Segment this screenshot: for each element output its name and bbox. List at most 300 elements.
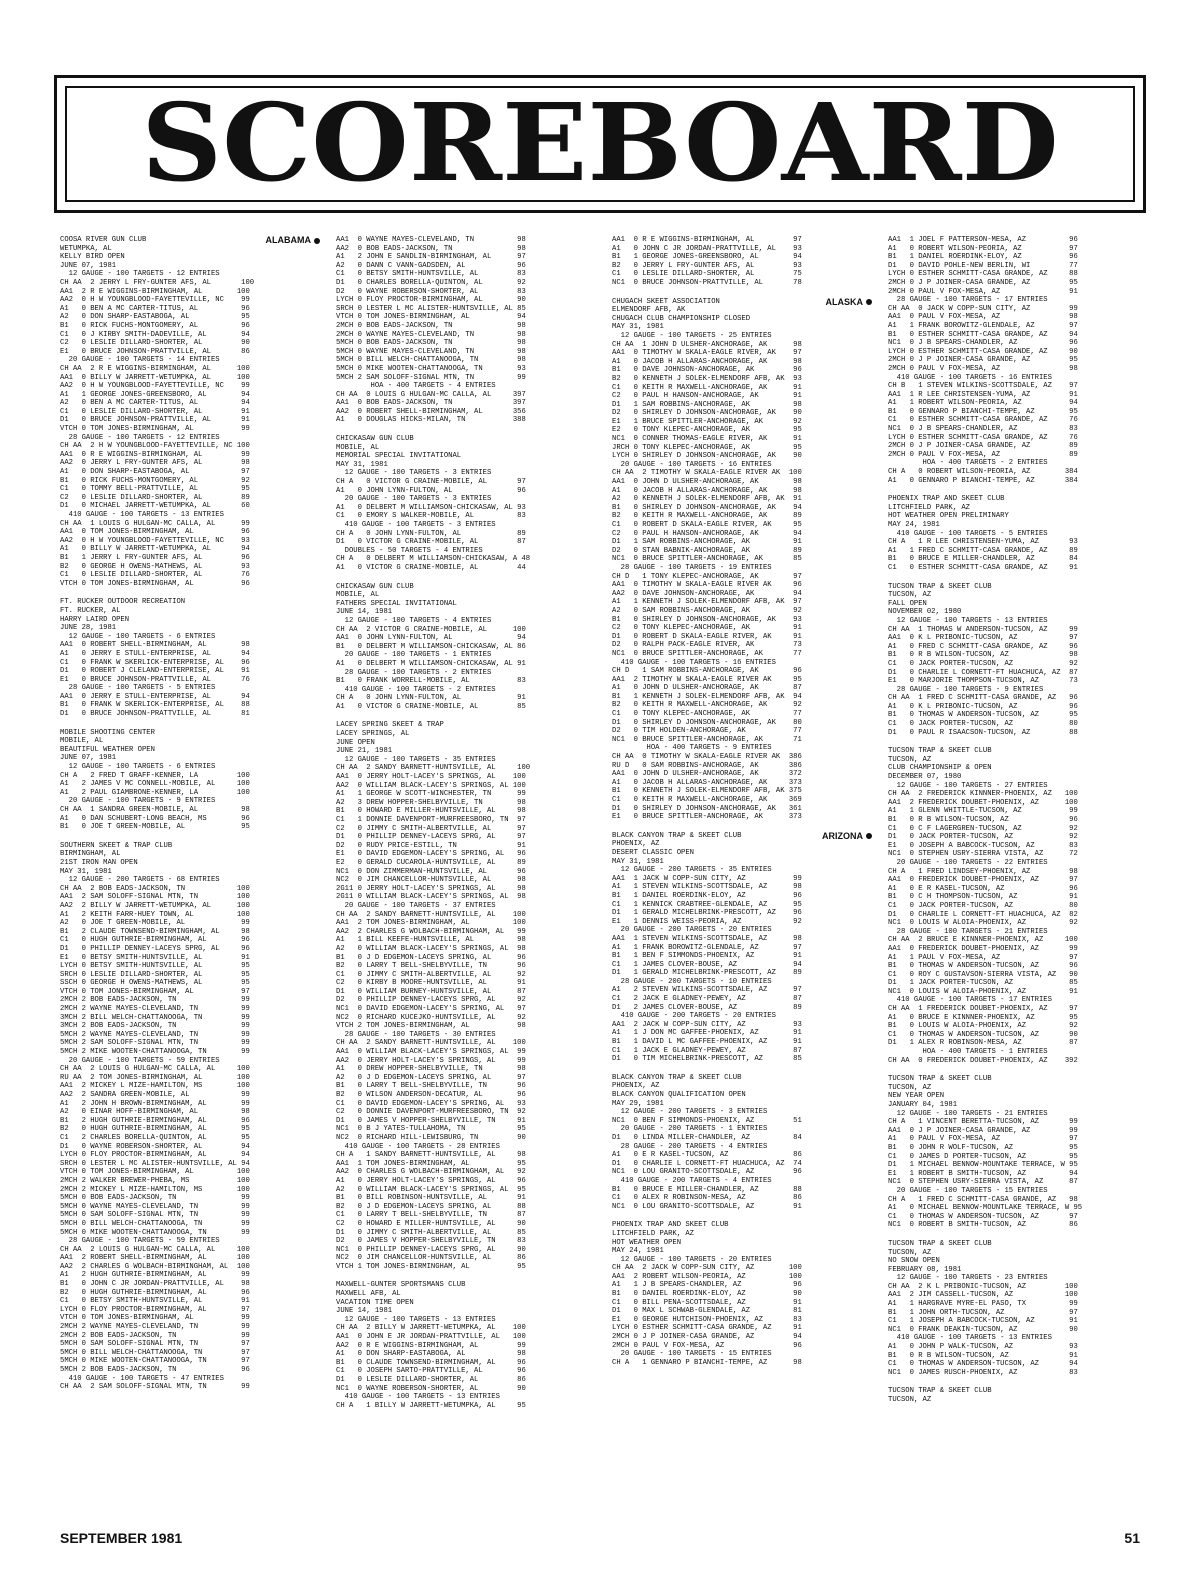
score-line: D1 0 MAX L SCHWAB-GLENDALE, AZ 81 <box>612 1307 802 1316</box>
score-line: AA1 0 FREDERICK DOUBET-PHOENIX, AZ 97 <box>888 876 1078 885</box>
club-event-block <box>612 1074 872 1212</box>
score-line: NC1 0 B J YATES-TULLAHOMA, TN 95 <box>336 1125 526 1134</box>
score-line: MAXWELL-GUNTER SPORTSMANS CLUB <box>336 1281 466 1290</box>
score-line: C1 0 HUGH GUTHRIE-BIRMINGHAM, AL 96 <box>60 936 250 945</box>
score-line: A2 0 EINAR HOFF-BIRMINGHAM, AL 98 <box>60 1108 250 1117</box>
score-line: D1 0 BRUCE JOHNSON-PRATTVILLE, AL 81 <box>60 710 250 719</box>
score-line: A1 0 DAN SCHUBERT-LONG BEACH, MS 96 <box>60 814 250 823</box>
score-line: 2MCH 0 J P JOINER-CASA GRANDE, AZ 95 <box>888 356 1078 365</box>
score-line: LYCH 0 FLOY PROCTOR-BIRMINGHAM, AL 94 <box>60 1151 250 1160</box>
score-line: 410 GAUGE - 100 TARGETS - 5 ENTRIES <box>888 529 1048 538</box>
score-line: CH AA 1 LOUIS G HULGAN-MC CALLA, AL 99 <box>60 519 250 528</box>
score-line: CH AA 0 TIMOTHY W SKALA-EAGLE RIVER AK 386 <box>612 753 802 762</box>
score-line: B1 0 FRANK W SKERLICK-ENTERPRISE, AL 88 <box>60 701 250 710</box>
score-line: AA2 0 H W YOUNGBLOOD-FAYETTEVILLE, NC 99 <box>60 382 250 391</box>
score-line: PHOENIX TRAP AND SKEET CLUB <box>612 1221 729 1230</box>
score-line: D1 0 PHILLIP DENNEY-LACEYS SPRG, AL 96 <box>60 944 250 953</box>
score-line: B2 0 GEORGE H OWENS-MATHEWS, AL 93 <box>60 562 250 571</box>
score-line: AA2 2 SANDRA GREEN-MOBILE, AL 99 <box>60 1091 250 1099</box>
score-line: LYCH 0 ESTHER SCHMITT-CASA GRANDE, AZ 90 <box>888 347 1078 356</box>
score-line: B1 0 DAVE JOHNSON-ANCHORAGE, AK 96 <box>612 366 802 375</box>
score-line: CH AA 1 THOMAS W ANDERSON-TUCSON, AZ 99 <box>888 625 1078 634</box>
score-line: A1 1 GEORGE W SCOTT-WINCHESTER, TN 99 <box>336 790 526 799</box>
page-title: SCOREBOARD <box>141 81 1059 206</box>
score-line: 20 GAUGE - 100 TARGETS - 9 ENTRIES <box>60 797 216 806</box>
score-line: D1 0 SHIRLEY D JOHNSON-ANCHORAGE, AK 361 <box>612 804 802 813</box>
score-line: 2MCH 0 J P JOINER-CASA GRANDE, AZ 95 <box>888 278 1078 287</box>
score-line: A1 0 JACOB H ALLARAS-ANCHORAGE, AK 98 <box>612 486 802 495</box>
score-line: 2MCH 2 MICKEY L MIZE-HAMILTON, MS 100 <box>60 1185 250 1194</box>
score-line: NC1 0 WAYNE ROBERSON-SHORTER, AL 90 <box>336 1384 526 1393</box>
score-line: C2 0 PAUL H HANSON-ANCHORAGE, AK 91 <box>612 392 802 401</box>
score-line: LITCHFIELD PARK, AZ <box>888 503 970 512</box>
score-line: B1 0 SHIRLEY D JOHNSON-ANCHORAGE, AK 94 <box>612 503 802 512</box>
score-line: B1 0 BRUCE E MILLER-CHANDLER, AZ 88 <box>612 1185 802 1194</box>
score-line: AA1 0 JOHN E JR JORDAN-PRATTVILLE, AL 100 <box>336 1333 526 1342</box>
score-line: JUNE 07, 1981 <box>60 261 117 270</box>
score-line: C1 0 KEITH R MAXWELL-ANCHORAGE, AK 369 <box>612 796 802 804</box>
score-line: AA1 0 JERRY HOLT-LACEY'S SPRINGS, AL 100 <box>336 773 526 782</box>
score-line: B1 1 DAVID L MC GAFFEE-PHOENIX, AZ 91 <box>612 1038 802 1047</box>
club-name-row <box>60 236 320 245</box>
score-line: B2 0 HUGH GUTHRIE-BIRMINGHAM, AL 96 <box>60 1288 250 1297</box>
score-line: B1 1 JOHN ORTH-TUCSON, AZ 97 <box>888 1308 1078 1317</box>
score-line: A1 1 J B SPEARS-CHANDLER, AZ 96 <box>612 1281 802 1290</box>
score-line: C1 2 CHARLES BORELLA-QUINTON, AL 95 <box>60 1133 250 1142</box>
score-line: AA1 2 ROBERT SHELL-BIRMINGHAM, AL 100 <box>60 1254 250 1263</box>
score-line: LYCH 0 ESTHER SCHMITT-CASA GRANDE, AZ 91 <box>612 1324 802 1333</box>
score-line: CH AA 2 R E WIGGINS-BIRMINGHAM, AL 100 <box>60 364 250 373</box>
score-line: D1 1 JACK PORTER-TUCSON, AZ 85 <box>888 979 1078 988</box>
score-line: 20 GAUGE - 200 TARGETS - 20 ENTRIES <box>612 926 772 935</box>
score-line: BLACK CANYON QUALIFICATION OPEN <box>612 1091 746 1099</box>
score-line: AA1 2 JACK W COPP-SUN CITY, AZ 93 <box>612 1020 802 1029</box>
score-line: 12 GAUGE - 100 TARGETS - 27 ENTRIES <box>888 781 1048 790</box>
score-line: B1 0 R B WILSON-TUCSON, AZ 91 <box>888 1351 1078 1360</box>
score-line: CH A 1 VINCENT BERETTA-TUCSON, AZ 99 <box>888 1118 1078 1127</box>
score-line: MAY 31, 1981 <box>336 460 388 469</box>
scoreboard-banner <box>54 75 1146 213</box>
score-line: 12 GAUGE - 100 TARGETS - 13 ENTRIES <box>888 616 1048 625</box>
score-line: C1 0 JACK PORTER-TUCSON, AZ 80 <box>888 901 1078 910</box>
score-line: SSCH 0 GEORGE H OWENS-MATHEWS, AL 95 <box>60 979 250 988</box>
score-line: D2 0 JAMES V HOPPER-SHELBYVILLE, TN 83 <box>336 1237 526 1246</box>
score-line: 5MCH 0 BILL WELCH-CHATTANOOGA, TN 98 <box>336 356 526 365</box>
score-line: 28 GAUGE - 100 TARGETS - 19 ENTRIES <box>612 563 772 572</box>
score-line: LYCH 0 FLOY PROCTOR-BIRMINGHAM, AL 97 <box>60 1305 250 1314</box>
score-line: CH A 1 SANDY BARNETT-HUNTSVILLE, AL 98 <box>336 1151 526 1160</box>
score-line: BIRMINGHAM, AL <box>60 850 121 859</box>
club-name-row <box>612 298 872 307</box>
score-line: A1 1 KENNETH J SOLEK-ELMENDORF AFB, AK 97 <box>612 598 802 607</box>
score-line: MOBILE SHOOTING CENTER <box>60 728 155 737</box>
score-line: AA1 0 JOHN D ULSHER-ANCHORAGE, AK 372 <box>612 770 802 779</box>
score-line: 20 GAUGE - 100 TARGETS - 1 ENTRIES <box>336 651 492 660</box>
score-line: D1 1 GERALD MICHELBRINK-PRESCOTT, AZ 89 <box>612 969 802 978</box>
score-line: NC1 0 CONNER THOMAS-EAGLE RIVER, AK 91 <box>612 435 802 444</box>
score-line: NC1 0 LOU GRANITO-SCOTTSDALE, AZ 96 <box>612 1168 802 1177</box>
score-line: 28 GAUGE - 100 TARGETS - 17 ENTRIES <box>888 296 1048 305</box>
score-line: NC1 0 LOUIS W ALOIA-PHOENIX, AZ 92 <box>888 919 1078 928</box>
score-line: C1 0 BETSY SMITH-HUNTSVILLE, AL 83 <box>336 270 526 279</box>
score-line: B2 0 KEITH R MAXWELL-ANCHORAGE, AK 92 <box>612 701 802 710</box>
score-line: TUCSON, AZ <box>888 591 932 600</box>
score-line: B1 0 DANIEL ROERDINK-ELOY, AZ 90 <box>612 1290 802 1299</box>
score-line: AA2 2 CHARLES G WOLBACH-BIRMINGHAM, AL 100 <box>60 1262 250 1271</box>
score-line: AA1 1 JOEL F PATTERSON-MESA, AZ 96 <box>888 236 1078 244</box>
score-line: A2 0 JOE T GREEN-MOBILE, AL 99 <box>60 919 250 928</box>
score-line: D1 0 JIMMY C SMITH-ALBERTVILLE, AL 85 <box>336 1228 526 1237</box>
score-line: CHICKASAW GUN CLUB <box>336 582 414 591</box>
score-line: A2 0 SAM ROBBINS-ANCHORAGE, AK 92 <box>612 606 802 615</box>
score-line: D1 1 GERALD MICHELBRINK-PRESCOTT, AZ 96 <box>612 909 802 918</box>
score-line: C1 0 BETSY SMITH-HUNTSVILLE, AL 91 <box>60 1297 250 1306</box>
score-line: HOT WEATHER OPEN PRELIMINARY <box>888 512 1009 521</box>
score-line: B1 0 DELBERT M WILLIAMSON-CHICKASAW, AL 86 <box>336 642 526 651</box>
score-line: C1 0 JIMMY C SMITH-ALBERTVILLE, AL 92 <box>336 970 526 979</box>
score-line: LYCH 0 BETSY SMITH-HUNTSVILLE, AL 95 <box>60 962 250 971</box>
score-line: 2MCH 2 BOB EADS-JACKSON, TN 99 <box>60 1331 250 1340</box>
score-line: 20 GAUGE - 100 TARGETS - 59 ENTRIES <box>60 1056 220 1065</box>
score-line: B1 0 FRANK WORRELL-MOBILE, AL 83 <box>336 677 526 686</box>
score-line: A1 0 JOHN P WALK-TUCSON, AZ 93 <box>888 1343 1078 1352</box>
score-line: MAXWELL AFB, AL <box>336 1290 401 1299</box>
score-line: 2MCH 0 PAUL V FOX-MESA, AZ 89 <box>888 450 1078 459</box>
score-line: 20 GAUGE - 100 TARGETS - 14 ENTRIES <box>60 356 220 365</box>
score-line: 12 GAUGE - 200 TARGETS - 3 ENTRIES <box>612 1108 768 1117</box>
score-line: 12 GAUGE - 200 TARGETS - 35 ENTRIES <box>612 866 772 875</box>
score-line: 12 GAUGE - 100 TARGETS - 25 ENTRIES <box>612 331 772 340</box>
score-line: AA2 0 BOB EADS-JACKSON, TN 98 <box>336 244 526 253</box>
score-line: D1 0 CHARLIE L CORNETT-FT HUACHUCA, AZ 82 <box>888 910 1078 919</box>
score-line: NC1 0 PHILLIP DENNEY-LACEYS SPRG, AL 90 <box>336 1245 526 1254</box>
score-line: TUCSON TRAP & SKEET CLUB <box>888 1387 992 1396</box>
score-line: C2 0 JIMMY C SMITH-ALBERTVILLE, AL 97 <box>336 824 526 833</box>
score-line: C1 1 JAMES CLOVER-BOUSE, AZ 94 <box>612 960 802 969</box>
score-line: BLACK CANYON TRAP & SKEET CLUB <box>612 1073 742 1082</box>
score-line: B1 1 DANIEL ROERDINK-ELOY, AZ 96 <box>888 253 1078 262</box>
score-line: MOBILE, AL <box>336 591 380 600</box>
score-line: B2 0 KENNETH J SOLEK-ELMENDORF AFB, AK 93 <box>612 374 802 383</box>
score-line: A1 0 VICTOR G CRAINE-MOBILE, AL 44 <box>336 563 526 572</box>
score-line: D2 0 RALPH PACK-EAGLE RIVER, AK 73 <box>612 641 802 650</box>
score-line: 410 GAUGE - 100 TARGETS - 3 ENTRIES <box>336 521 496 529</box>
score-line: D1 0 PAUL R ISAACSON-TUCSON, AZ 88 <box>888 728 1078 737</box>
score-line: DESERT CLASSIC OPEN <box>612 848 694 857</box>
score-line: A1 2 JOHN H BROWN-BIRMINGHAM, AL 99 <box>60 1099 250 1108</box>
score-line: 3MCH 2 BOB EADS-JACKSON, TN 99 <box>60 1022 250 1031</box>
score-line: B1 0 LOUIS W ALOIA-PHOENIX, AZ 92 <box>888 1022 1078 1031</box>
score-line: AA1 0 TIMOTHY W SKALA-EAGLE RIVER AK 96 <box>612 581 802 590</box>
score-line: 21ST IRON MAN OPEN <box>60 858 138 867</box>
score-line: NC1 0 DON ZIMMERMAN-HUNTSVILLE, AL 96 <box>336 867 526 876</box>
score-line: C1 0 TONY KLEPEC-ANCHORAGE, AK 77 <box>612 710 802 719</box>
score-line: C1 0 JAMES D PORTER-TUCSON, AZ 95 <box>888 1152 1078 1161</box>
score-line: C1 0 JOSEPH SARTO-PRATTVILLE, AL 96 <box>336 1367 526 1376</box>
score-line: B1 2 HUGH GUTHRIE-BIRMINGHAM, AL 96 <box>60 1116 250 1125</box>
score-line: FT. RUCKER OUTDOOR RECREATION <box>60 598 186 607</box>
score-line: CH AA 1 JOHN D ULSHER-ANCHORAGE, AK 98 <box>612 340 802 349</box>
score-line: CH AA 2 LOUIS G HULGAN-MC CALLA, AL 100 <box>60 1245 250 1254</box>
score-line: E1 0 MARJORIE THOMPSON-TUCSON, AZ 73 <box>888 677 1078 686</box>
score-line: LYCH 0 ESTHER SCHMITT-CASA GRANDE, AZ 76 <box>888 433 1078 442</box>
score-line: B2 0 JERRY L FRY-GUNTER AFS, AL 93 <box>612 261 802 270</box>
score-line: AA2 2 CHARLES G WOLBACH-BIRMINGHAM, AL 99 <box>336 927 526 936</box>
score-line: AA1 2 TOM JONES-BIRMINGHAM, AL 100 <box>336 919 526 928</box>
results-columns <box>60 236 1150 1486</box>
score-line: A1 0 GENNARO P BIANCHI-TEMPE, AZ 384 <box>888 476 1078 485</box>
score-line: DECEMBER 07, 1980 <box>888 773 962 782</box>
score-line: VTCH 0 TOM JONES-BIRMINGHAM, AL 99 <box>60 425 250 434</box>
score-line: B1 0 SHIRLEY D JOHNSON-ANCHORAGE, AK 93 <box>612 615 802 624</box>
score-line: AA1 0 FREDERICK DOUBET-PHOENIX, AZ 99 <box>888 944 1078 953</box>
score-line: D1 0 MICHAEL JARRETT-WETUMPKA, AL 60 <box>60 502 250 511</box>
score-line: MAY 31, 1981 <box>612 323 664 332</box>
bullet-dot-icon <box>866 299 872 305</box>
score-line: PHOENIX, AZ <box>612 1082 660 1091</box>
score-line: 410 GAUGE - 100 TARGETS - 16 ENTRIES <box>612 658 776 667</box>
score-line: CH AA 2 BILLY W JARRETT-WETUMPKA, AL 100 <box>336 1324 526 1333</box>
club-event-block <box>888 1387 1148 1404</box>
score-line: 20 GAUGE - 100 TARGETS - 16 ENTRIES <box>612 460 772 469</box>
score-line: D1 0 WILLIAM BURNEY-HUNTSVILLE, AL 87 <box>336 987 526 996</box>
score-line: CH A 1 FRED C SCHMITT-CASA GRANDE, AZ 98 <box>888 1195 1078 1204</box>
score-line: CH D 1 TONY KLEPEC-ANCHORAGE, AK 97 <box>612 572 802 581</box>
score-line: C2 0 LESLIE DILLARD-SHORTER, AL 89 <box>60 493 250 502</box>
score-line: AA1 0 BOB EADS-JACKSON, TN 397 <box>336 399 526 408</box>
score-line: A1 0 JACOB H ALLARAS-ANCHORAGE, AK 373 <box>612 778 802 787</box>
score-line: B2 0 J D EDGEMON-LACEYS SPRING, AL 88 <box>336 1202 526 1211</box>
score-line: E2 0 GERALD CUCAROLA-HUNTSVILLE, AL 89 <box>336 858 526 867</box>
score-line: MAY 29, 1981 <box>612 1099 664 1108</box>
score-line: VTCH 0 TOM JONES-BIRMINGHAM, AL 96 <box>60 579 250 588</box>
score-line: CH A 1 R LEE CHRISTENSEN-YUMA, AZ 93 <box>888 538 1078 547</box>
score-line: C1 1 KENNICK CRABTREE-GLENDALE, AZ 95 <box>612 900 802 909</box>
score-line: D1 0 CHARLIE L CORNETT-FT HUACHUCA, AZ 74 <box>612 1159 802 1168</box>
club-event-block <box>336 435 596 573</box>
score-line: 2MCH 0 WAYNE MAYES-CLEVELAND, TN 98 <box>336 330 526 339</box>
score-line: CH AA 2 JACK W COPP-SUN CITY, AZ 100 <box>612 1264 802 1273</box>
score-line: 28 GAUGE - 100 TARGETS - 30 ENTRIES <box>336 1030 496 1039</box>
score-line: AA1 0 R E WIGGINS-BIRMINGHAM, AL 97 <box>612 236 802 244</box>
score-line: C1 0 C F LAGERGREN-TUCSON, AZ 92 <box>888 824 1078 833</box>
score-line: B1 0 CLAUDE TOWNSEND-BIRMINGHAM, AL 96 <box>336 1358 526 1367</box>
score-line: D1 0 ROBERT J CLELAND-ENTERPRISE, AL 91 <box>60 667 250 676</box>
score-line: D2 0 SHIRLEY D JOHNSON-ANCHORAGE, AK 90 <box>612 409 802 418</box>
club-event-block <box>60 236 320 588</box>
score-line: 2G11 0 JERRY HOLT-LACEY'S SPRINGS, AL 98 <box>336 884 526 893</box>
score-line: CH A 1 GENNARO P BIANCHI-TEMPE, AZ 98 <box>612 1358 802 1367</box>
score-line: TUCSON, AZ <box>888 1396 932 1404</box>
score-line: B1 1 KENNETH J SOLEK-ELMENDORF AFB, AK 94 <box>612 692 802 701</box>
state-heading: ALASKA <box>826 298 873 307</box>
state-heading: ARIZONA <box>822 832 872 841</box>
score-line: E1 0 GEORGE HUTCHISON-PHOENIX, AZ 83 <box>612 1315 802 1324</box>
score-line: ELMENDORF AFB, AK <box>612 306 686 315</box>
score-line: B1 0 J D EDGEMON-LACEYS SPRING, AL 96 <box>336 953 526 962</box>
score-line: B1 0 THOMAS W ANDERSON-TUCSON, AZ 95 <box>888 711 1078 720</box>
club-event-block <box>612 832 872 1064</box>
score-line: C1 0 ALEX R ROBINSON-MESA, AZ 86 <box>612 1194 802 1203</box>
score-line: B1 1 GEORGE JONES-GREENSBORO, AL 94 <box>612 253 802 262</box>
score-line: A1 0 DELBERT M WILLIAMSON-CHICKASAW, AL 93 <box>336 503 526 512</box>
score-line: SRCH 0 LESTER L MC ALISTER-HUNTSVILLE, AL 94 <box>60 1159 250 1168</box>
score-line: NEW YEAR OPEN <box>888 1092 945 1101</box>
score-line: A1 1 PAUL V FOX-MESA, AZ 97 <box>888 953 1078 962</box>
score-line: A1 0 DREW HOPPER-SHELBYVILLE, TN 98 <box>336 1065 526 1074</box>
score-line: 5MCH 0 BILL WELCH-CHATTANOOGA, TN 99 <box>60 1219 250 1228</box>
score-line: A1 0 BEN A MC CARTER-TITUS, AL 96 <box>60 304 250 313</box>
score-line: C2 0 TONY KLEPEC-ANCHORAGE, AK 91 <box>612 624 802 633</box>
score-line: A2 0 DANN C VANN-GADSDEN, AL 96 <box>336 261 526 270</box>
score-line: AA1 2 JIM CASSELL-TUCSON, AZ 100 <box>888 1291 1078 1300</box>
score-line: SOUTHERN SKEET & TRAP CLUB <box>60 841 173 850</box>
club-event-block <box>336 1281 596 1410</box>
score-line: C1 1 JACK E GLADNEY-PEWEY, AZ 87 <box>612 1046 802 1055</box>
score-line: RU AA 2 TOM JONES-BIRMINGHAM, AL 100 <box>60 1073 250 1082</box>
score-line: 410 GAUGE - 100 TARGETS - 17 ENTRIES <box>888 996 1052 1005</box>
score-line: B1 0 RICK FUCHS-MONTGOMERY, AL 92 <box>60 476 250 485</box>
score-line: B1 1 BEN F SIMMONDS-PHOENIX, AZ 91 <box>612 952 802 961</box>
score-line: NC1 0 ROBERT B SMITH-TUCSON, AZ 86 <box>888 1221 1078 1230</box>
score-line: B1 0 R B WILSON-TUCSON, AZ 98 <box>888 651 1078 660</box>
score-line: CH AA 2 SAM SOLOFF-SIGNAL MTN, TN 99 <box>60 1383 250 1392</box>
score-line: CH AA 0 LOUIS G HULGAN-MC CALLA, AL 397 <box>336 390 526 399</box>
score-line: CH AA 1 FRED C SCHMITT-CASA GRANDE, AZ 96 <box>888 694 1078 703</box>
score-line: NC1 0 LOUIS W ALOIA-PHOENIX, AZ 91 <box>888 987 1078 996</box>
score-line: WETUMPKA, AL <box>60 244 112 253</box>
club-event-block <box>612 1221 872 1367</box>
score-line: C1 0 BILL PENA-SCOTTSDALE, AZ 91 <box>612 1298 802 1307</box>
score-line: FATHERS SPECIAL INVITATIONAL <box>336 599 457 608</box>
score-line: D1 2 JAMES CLOVER-BOUSE, AZ 89 <box>612 1003 802 1012</box>
score-line: A1 1 FRANK BOROWITZ-GLENDALE, AZ 97 <box>612 943 802 952</box>
score-line: A1 0 E R KASEL-TUCSON, AZ 86 <box>612 1151 802 1160</box>
score-line: 5MCH 2 SAM SOLOFF-SIGNAL MTN, TN 99 <box>60 1039 250 1048</box>
score-line: D1 0 SHIRLEY D JOHNSON-ANCHORAGE, AK 80 <box>612 718 802 727</box>
score-line: 5MCH 2 MIKE WOOTEN-CHATTANOOGA, TN 99 <box>60 1048 250 1057</box>
score-line: A1 1 STEVEN WILKINS-SCOTTSDALE, AZ 98 <box>612 883 802 892</box>
score-line: CH AA 2 H W YOUNGBLOOD-FAYETTEVILLE, NC 100 <box>60 442 250 451</box>
score-line: C1 0 THOMAS W ANDERSON-TUCSON, AZ 97 <box>888 1212 1078 1221</box>
score-line: D1 0 LESLIE DILLARD-SHORTER, AL 86 <box>336 1376 526 1384</box>
score-line: TUCSON TRAP & SKEET CLUB <box>888 582 992 591</box>
score-line: B1 1 DANIEL ROERDINK-ELOY, AZ 96 <box>612 891 802 900</box>
score-line: NC1 0 BRUCE SPITTLER-ANCHORAGE, AK 77 <box>612 649 802 658</box>
page-number: 51 <box>1124 1530 1140 1546</box>
score-line: D1 0 BRUCE JOHNSON-PRATTVILLE, AL 91 <box>60 416 250 425</box>
score-line: 2MCH 0 J P JOINER-CASA GRANDE, AZ 89 <box>888 442 1078 451</box>
score-line: B1 1 JERRY L FRY-GUNTER AFS, AL 96 <box>60 553 250 562</box>
score-line: CH AA 2 SANDY BARNETT-HUNTSVILLE, AL 100 <box>336 1039 526 1048</box>
score-line: B1 0 R B WILSON-TUCSON, AZ 96 <box>888 816 1078 824</box>
score-line: A1 0 JOHN C JR JORDAN-PRATTVILLE, AL 93 <box>612 244 802 253</box>
score-line: 28 GAUGE - 100 TARGETS - 5 ENTRIES <box>60 684 216 693</box>
score-line: TUCSON, AZ <box>888 755 932 764</box>
score-line: E1 1 ROBERT B SMITH-TUCSON, AZ 94 <box>888 1169 1078 1178</box>
score-line: VTCH 1 TOM JONES-BIRMINGHAM, AL 95 <box>336 1262 526 1271</box>
score-line: AA1 0 R E WIGGINS-BIRMINGHAM, AL 99 <box>60 450 250 459</box>
score-line: E1 0 BRUCE JOHNSON-PRATTVILLE, AL 86 <box>60 347 250 356</box>
score-line: NC2 0 JIM CHANCELLOR-HUNTSVILLE, AL 86 <box>336 1254 526 1263</box>
score-line: C1 0 JACK PORTER-TUCSON, AZ 92 <box>888 659 1078 668</box>
score-line: AA1 0 JOHN D ULSHER-ANCHORAGE, AK 98 <box>612 478 802 487</box>
score-line: D1 0 LINDA MILLER-CHANDLER, AZ 84 <box>612 1133 802 1142</box>
score-line: NC1 0 BRUCE SPITTLER-ANCHORAGE, AK 71 <box>612 735 802 744</box>
score-line: NC1 0 J B SPEARS-CHANDLER, AZ 96 <box>888 339 1078 348</box>
score-line: AA2 0 H W YOUNGBLOOD-FAYETTEVILLE, NC 99 <box>60 296 250 305</box>
score-line: CH B 1 STEVEN WILKINS-SCOTTSDALE, AZ 97 <box>888 382 1078 391</box>
score-line: A1 0 BILLY W JARRETT-WETUMPKA, AL 94 <box>60 545 250 554</box>
score-line: RU D 0 SAM ROBBINS-ANCHORAGE, AK 386 <box>612 761 802 770</box>
score-line: E1 0 DAVID EDGEMON-LACEY'S SPRING, AL 96 <box>336 850 526 859</box>
score-line: AA1 0 K L PRIBONIC-TUCSON, AZ 97 <box>888 634 1078 643</box>
score-line: B1 0 BRUCE E MILLER-CHANDLER, AZ 84 <box>888 555 1078 564</box>
score-line: E1 1 BRUCE SPITTLER-ANCHORAGE, AK 92 <box>612 417 802 426</box>
score-line: D1 1 SAM ROBBINS-ANCHORAGE, AK 91 <box>612 538 802 547</box>
score-line: LYCH 0 FLOY PROCTOR-BIRMINGHAM, AL 90 <box>336 296 526 305</box>
score-line: NC1 0 J B SPEARS-CHANDLER, AZ 83 <box>888 425 1078 434</box>
score-line: A1 1 FRANK BOROWITZ-GLENDALE, AZ 97 <box>888 321 1078 330</box>
score-line: 28 GAUGE - 200 TARGETS - 10 ENTRIES <box>612 977 772 986</box>
score-line: E1 1 DENNIS WEISS-PEORIA, AZ 92 <box>612 917 802 926</box>
score-line: C1 0 ESTHER SCHMITT-CASA GRANDE, AZ 76 <box>888 416 1078 425</box>
score-line: CH AA 2 LOUIS G HULGAN-MC CALLA, AL 100 <box>60 1065 250 1074</box>
club-name: COOSA RIVER GUN CLUB <box>60 236 147 244</box>
score-line: 410 GAUGE - 100 TARGETS - 13 ENTRIES <box>336 1393 500 1402</box>
club-event-block <box>612 298 872 822</box>
score-line: E1 0 JOSEPH A BABCOCK-TUCSON, AZ 83 <box>888 841 1078 850</box>
score-line: JRCH 0 TONY KLEPEC-ANCHORAGE, AK 95 <box>612 443 802 452</box>
score-line: C1 0 LESLIE DILLARD-SHORTER, AL 91 <box>60 407 250 416</box>
score-line: FALL OPEN <box>888 599 927 608</box>
score-line: A2 0 J D EDGEMON-LACEYS SPRING, AL 97 <box>336 1073 526 1082</box>
score-line: 28 GAUGE - 200 TARGETS - 4 ENTRIES <box>612 1142 768 1151</box>
score-line: 2MCH 2 WALKER BREWER-PHEBA, MS 100 <box>60 1176 250 1185</box>
score-line: D1 0 JACK PORTER-TUCSON, AZ 92 <box>888 833 1078 842</box>
score-line: VTCH 0 TOM JONES-BIRMINGHAM, AL 99 <box>60 1314 250 1323</box>
score-line: NC1 0 BRUCE JOHNSON-PRATTVILLE, AL 78 <box>612 278 802 287</box>
score-line: B1 0 JOHN C JR JORDAN-PRATTVILLE, AL 98 <box>60 1280 250 1289</box>
score-line: 12 GAUGE - 100 TARGETS - 21 ENTRIES <box>888 1109 1048 1118</box>
club-event-block <box>60 842 320 1392</box>
score-line: CH A 0 JOHN LYNN-FULTON, AL 91 <box>336 694 526 703</box>
score-line: CH D 1 SAM ROBBINS-ANCHORAGE, AK 96 <box>612 667 802 676</box>
score-line: B1 0 JOE T GREEN-MOBILE, AL 95 <box>60 823 250 832</box>
score-line: B2 0 KEITH R MAXWELL-ANCHORAGE, AK 89 <box>612 512 802 521</box>
score-line: A1 1 BILL KEEFE-HUNTSVILLE, AL 98 <box>336 936 526 945</box>
score-line: AA1 0 J P JOINER-CASA GRANDE, AZ 99 <box>888 1126 1078 1135</box>
score-line: AA1 1 TOM JONES-BIRMINGHAM, AL 95 <box>336 1159 526 1168</box>
score-line: B2 0 HUGH GUTHRIE-BIRMINGHAM, AL 95 <box>60 1125 250 1134</box>
score-line: LACEY SPRING SKEET & TRAP <box>336 721 444 730</box>
score-line: A2 0 KENNETH J SOLEK-ELMENDORF AFB, AK 91 <box>612 495 802 504</box>
score-line: C1 2 JACK E GLADNEY-PEWEY, AZ 87 <box>612 995 802 1004</box>
score-line: MAY 24, 1981 <box>888 521 940 529</box>
score-line: C1 0 FRANK W SKERLICK-ENTERPRISE, AL 96 <box>60 658 250 667</box>
score-line: JUNE 21, 1981 <box>336 747 393 756</box>
score-line: D1 0 VICTOR G CRAINE-MOBILE, AL 87 <box>336 538 526 547</box>
score-line: C1 0 EMORY S WALKER-MOBILE, AL 83 <box>336 512 526 521</box>
score-line: CH AA 0 JACK W COPP-SUN CITY, AZ 99 <box>888 304 1078 313</box>
score-line: C1 0 THOMAS W ANDERSON-TUCSON, AZ 94 <box>888 1360 1078 1369</box>
score-line: JUNE 14, 1981 <box>336 1307 393 1316</box>
club-event-block <box>888 495 1148 572</box>
score-line: 12 GAUGE - 100 TARGETS - 23 ENTRIES <box>888 1274 1048 1283</box>
score-line: A2 3 DREW HOPPER-SHELBYVILLE, TN 98 <box>336 798 526 807</box>
score-line: TUCSON TRAP & SKEET CLUB <box>888 747 992 756</box>
score-line: CH AA 0 FREDERICK DOUBET-PHOENIX, AZ 392 <box>888 1056 1078 1065</box>
